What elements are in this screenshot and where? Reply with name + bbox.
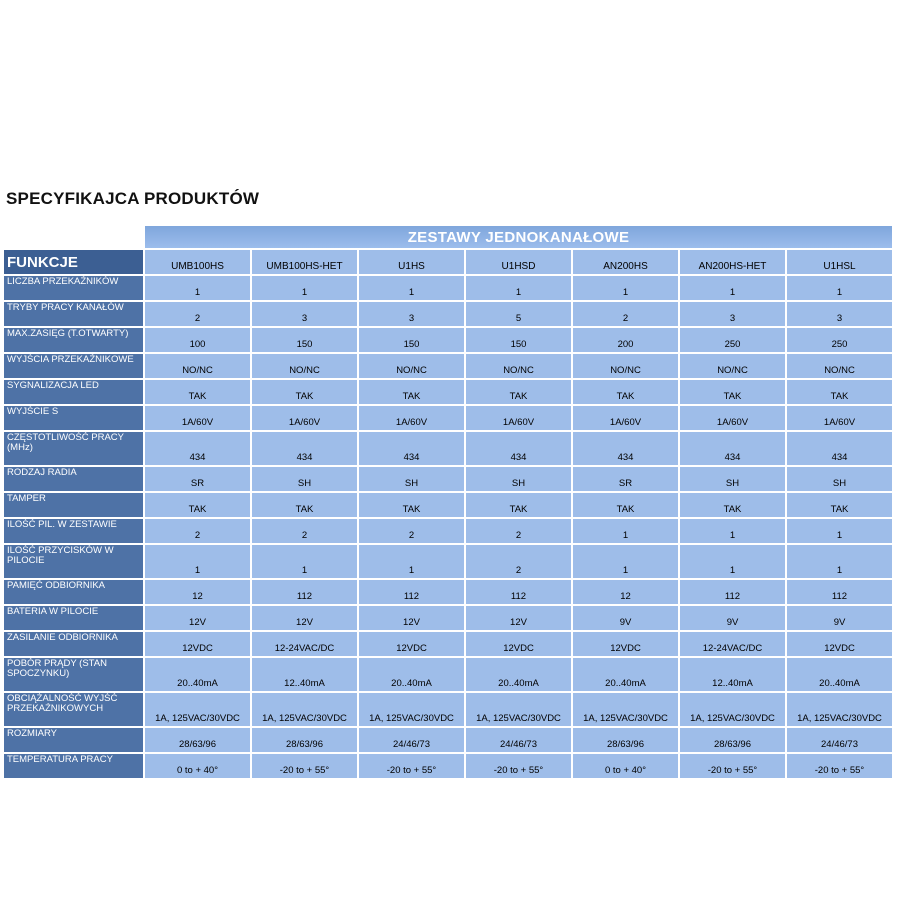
table-cell: 12..40mA — [252, 658, 357, 691]
table-cell: NO/NC — [252, 354, 357, 378]
table-cell: 1A/60V — [359, 406, 464, 430]
table-cell: 112 — [466, 580, 571, 604]
row-label: POBÓR PRĄDY (STAN SPOCZYNKU) — [4, 658, 143, 691]
table-cell: TAK — [145, 493, 250, 517]
table-cell: 434 — [145, 432, 250, 465]
table-cell: 9V — [680, 606, 785, 630]
table-cell: TAK — [252, 493, 357, 517]
model-header: U1HSL — [787, 250, 892, 274]
table-cell: 12VDC — [466, 632, 571, 656]
group-header: ZESTAWY JEDNOKANAŁOWE — [145, 226, 892, 248]
table-cell: 112 — [680, 580, 785, 604]
table-cell: -20 to + 55° — [359, 754, 464, 778]
table-cell: 20..40mA — [787, 658, 892, 691]
table-cell: SR — [145, 467, 250, 491]
table-cell: 5 — [466, 302, 571, 326]
table-cell: NO/NC — [573, 354, 678, 378]
table-cell: 12 — [145, 580, 250, 604]
table-cell: 2 — [252, 519, 357, 543]
model-header: U1HS — [359, 250, 464, 274]
table-cell: NO/NC — [466, 354, 571, 378]
row-label: ILOŚĆ PRZYCISKÓW W PILOCIE — [4, 545, 143, 578]
table-cell: 12V — [145, 606, 250, 630]
table-cell: 28/63/96 — [573, 728, 678, 752]
table-cell: 24/46/73 — [787, 728, 892, 752]
row-label: TRYBY PRACY KANAŁÓW — [4, 302, 143, 326]
table-cell: 1A/60V — [573, 406, 678, 430]
table-cell: 434 — [466, 432, 571, 465]
table-cell: 1A, 125VAC/30VDC — [252, 693, 357, 726]
table-cell: SH — [359, 467, 464, 491]
table-cell: 28/63/96 — [145, 728, 250, 752]
table-row — [4, 493, 892, 517]
table-cell: 3 — [680, 302, 785, 326]
row-label: LICZBA PRZEKAŹNIKÓW — [4, 276, 143, 300]
table-cell: 112 — [787, 580, 892, 604]
table-cell: 112 — [252, 580, 357, 604]
table-cell: 200 — [573, 328, 678, 352]
table-row — [4, 728, 892, 752]
table-row — [4, 328, 892, 352]
table-cell: 0 to + 40° — [145, 754, 250, 778]
table-cell: 9V — [573, 606, 678, 630]
table-cell: 1 — [252, 276, 357, 300]
table-cell: 1A/60V — [145, 406, 250, 430]
table-cell: TAK — [466, 493, 571, 517]
table-cell: 1 — [466, 276, 571, 300]
table-row — [4, 380, 892, 404]
row-label: MAX.ZASIĘG (T.OTWARTY) — [4, 328, 143, 352]
corner-blank — [4, 226, 143, 248]
table-cell: 250 — [680, 328, 785, 352]
table-cell: 1 — [252, 545, 357, 578]
table-cell: 28/63/96 — [252, 728, 357, 752]
table-cell: 1A, 125VAC/30VDC — [145, 693, 250, 726]
table-cell: 250 — [787, 328, 892, 352]
table-cell: 1A/60V — [252, 406, 357, 430]
table-row — [4, 754, 892, 778]
table-cell: SR — [573, 467, 678, 491]
table-cell: 1 — [359, 276, 464, 300]
table-row — [4, 519, 892, 543]
table-cell: -20 to + 55° — [787, 754, 892, 778]
table-cell: 20..40mA — [359, 658, 464, 691]
table-cell: 1A, 125VAC/30VDC — [680, 693, 785, 726]
table-cell: 12V — [252, 606, 357, 630]
table-row — [4, 545, 892, 578]
table-cell: TAK — [252, 380, 357, 404]
table-cell: 12VDC — [359, 632, 464, 656]
table-cell: 1A, 125VAC/30VDC — [787, 693, 892, 726]
table-cell: 12V — [466, 606, 571, 630]
table-cell: SH — [680, 467, 785, 491]
table-row — [4, 632, 892, 656]
spec-table — [2, 224, 894, 780]
table-cell: 150 — [466, 328, 571, 352]
table-cell: TAK — [787, 380, 892, 404]
table-row — [4, 467, 892, 491]
table-cell: 12VDC — [145, 632, 250, 656]
table-cell: 112 — [359, 580, 464, 604]
model-header: AN200HS — [573, 250, 678, 274]
table-cell: NO/NC — [787, 354, 892, 378]
table-row — [4, 693, 892, 726]
table-cell: TAK — [359, 380, 464, 404]
table-cell: NO/NC — [680, 354, 785, 378]
table-row — [4, 406, 892, 430]
table-cell: 1 — [145, 545, 250, 578]
table-cell: 1 — [680, 545, 785, 578]
table-cell: SH — [252, 467, 357, 491]
table-cell: 434 — [252, 432, 357, 465]
table-cell: 1A/60V — [466, 406, 571, 430]
table-cell: 3 — [252, 302, 357, 326]
table-cell: 3 — [359, 302, 464, 326]
table-cell: 1 — [359, 545, 464, 578]
table-cell: 1A/60V — [787, 406, 892, 430]
table-cell: 434 — [680, 432, 785, 465]
table-row — [4, 658, 892, 691]
table-row — [4, 302, 892, 326]
table-cell: -20 to + 55° — [252, 754, 357, 778]
table-cell: 1 — [680, 519, 785, 543]
table-cell: NO/NC — [359, 354, 464, 378]
page-title: SPECYFIKAJCA PRODUKTÓW — [6, 189, 260, 208]
row-label: TAMPER — [4, 493, 143, 517]
row-label: RODZAJ RADIA — [4, 467, 143, 491]
row-label: SYGNALIZACJA LED — [4, 380, 143, 404]
table-cell: 1 — [573, 276, 678, 300]
table-cell: 24/46/73 — [466, 728, 571, 752]
table-cell: 20..40mA — [573, 658, 678, 691]
model-header: UMB100HS — [145, 250, 250, 274]
table-row — [4, 580, 892, 604]
table-cell: 1 — [573, 545, 678, 578]
table-cell: 1 — [680, 276, 785, 300]
table-cell: 1 — [145, 276, 250, 300]
table-cell: SH — [787, 467, 892, 491]
table-cell: 1 — [573, 519, 678, 543]
model-header: AN200HS-HET — [680, 250, 785, 274]
table-cell: 12..40mA — [680, 658, 785, 691]
table-cell: 1 — [787, 519, 892, 543]
table-row — [4, 276, 892, 300]
row-label: CZĘSTOTLIWOŚĆ PRACY (MHz) — [4, 432, 143, 465]
table-cell: 434 — [359, 432, 464, 465]
table-cell: 1 — [787, 545, 892, 578]
table-cell: 434 — [787, 432, 892, 465]
table-cell: -20 to + 55° — [466, 754, 571, 778]
row-label: ILOŚĆ PIL. W ZESTAWIE — [4, 519, 143, 543]
table-cell: 2 — [145, 302, 250, 326]
table-cell: 1A, 125VAC/30VDC — [573, 693, 678, 726]
row-label: WYJŚCIE S — [4, 406, 143, 430]
table-cell: 12-24VAC/DC — [252, 632, 357, 656]
table-cell: 9V — [787, 606, 892, 630]
table-cell: 20..40mA — [466, 658, 571, 691]
row-label: WYJŚCIA PRZEKAŹNIKOWE — [4, 354, 143, 378]
model-header: U1HSD — [466, 250, 571, 274]
table-cell: 0 to + 40° — [573, 754, 678, 778]
table-cell: 12V — [359, 606, 464, 630]
row-label: OBCIĄŻALNOŚĆ WYJŚĆ PRZEKAŹNIKOWYCH — [4, 693, 143, 726]
model-header: UMB100HS-HET — [252, 250, 357, 274]
table-cell: 12-24VAC/DC — [680, 632, 785, 656]
table-cell: NO/NC — [145, 354, 250, 378]
table-cell: TAK — [573, 380, 678, 404]
table-cell: 100 — [145, 328, 250, 352]
table-cell: 12VDC — [787, 632, 892, 656]
table-cell: 12 — [573, 580, 678, 604]
row-label: ZASILANIE ODBIORNIKA — [4, 632, 143, 656]
table-cell: 3 — [787, 302, 892, 326]
table-cell: 2 — [466, 545, 571, 578]
table-cell: 2 — [466, 519, 571, 543]
table-cell: 28/63/96 — [680, 728, 785, 752]
table-cell: 1A/60V — [680, 406, 785, 430]
table-cell: -20 to + 55° — [680, 754, 785, 778]
table-cell: TAK — [466, 380, 571, 404]
table-cell: 2 — [573, 302, 678, 326]
table-row — [4, 432, 892, 465]
table-cell: TAK — [145, 380, 250, 404]
table-cell: 1A, 125VAC/30VDC — [466, 693, 571, 726]
table-cell: 150 — [359, 328, 464, 352]
table-row — [4, 354, 892, 378]
table-cell: 150 — [252, 328, 357, 352]
table-cell: SH — [466, 467, 571, 491]
table-cell: 12VDC — [573, 632, 678, 656]
table-cell: TAK — [359, 493, 464, 517]
row-label: TEMPERATURA PRACY — [4, 754, 143, 778]
table-cell: TAK — [787, 493, 892, 517]
row-label: BATERIA W PILOCIE — [4, 606, 143, 630]
table-cell: 434 — [573, 432, 678, 465]
table-cell: 2 — [359, 519, 464, 543]
table-row — [4, 606, 892, 630]
table-cell: 1 — [787, 276, 892, 300]
row-label: ROZMIARY — [4, 728, 143, 752]
table-cell: 2 — [145, 519, 250, 543]
table-cell: TAK — [680, 493, 785, 517]
table-cell: 20..40mA — [145, 658, 250, 691]
table-cell: 24/46/73 — [359, 728, 464, 752]
table-cell: 1A, 125VAC/30VDC — [359, 693, 464, 726]
row-label: PAMIĘĆ ODBIORNIKA — [4, 580, 143, 604]
functions-header: FUNKCJE — [4, 250, 143, 274]
table-cell: TAK — [680, 380, 785, 404]
table-cell: TAK — [573, 493, 678, 517]
